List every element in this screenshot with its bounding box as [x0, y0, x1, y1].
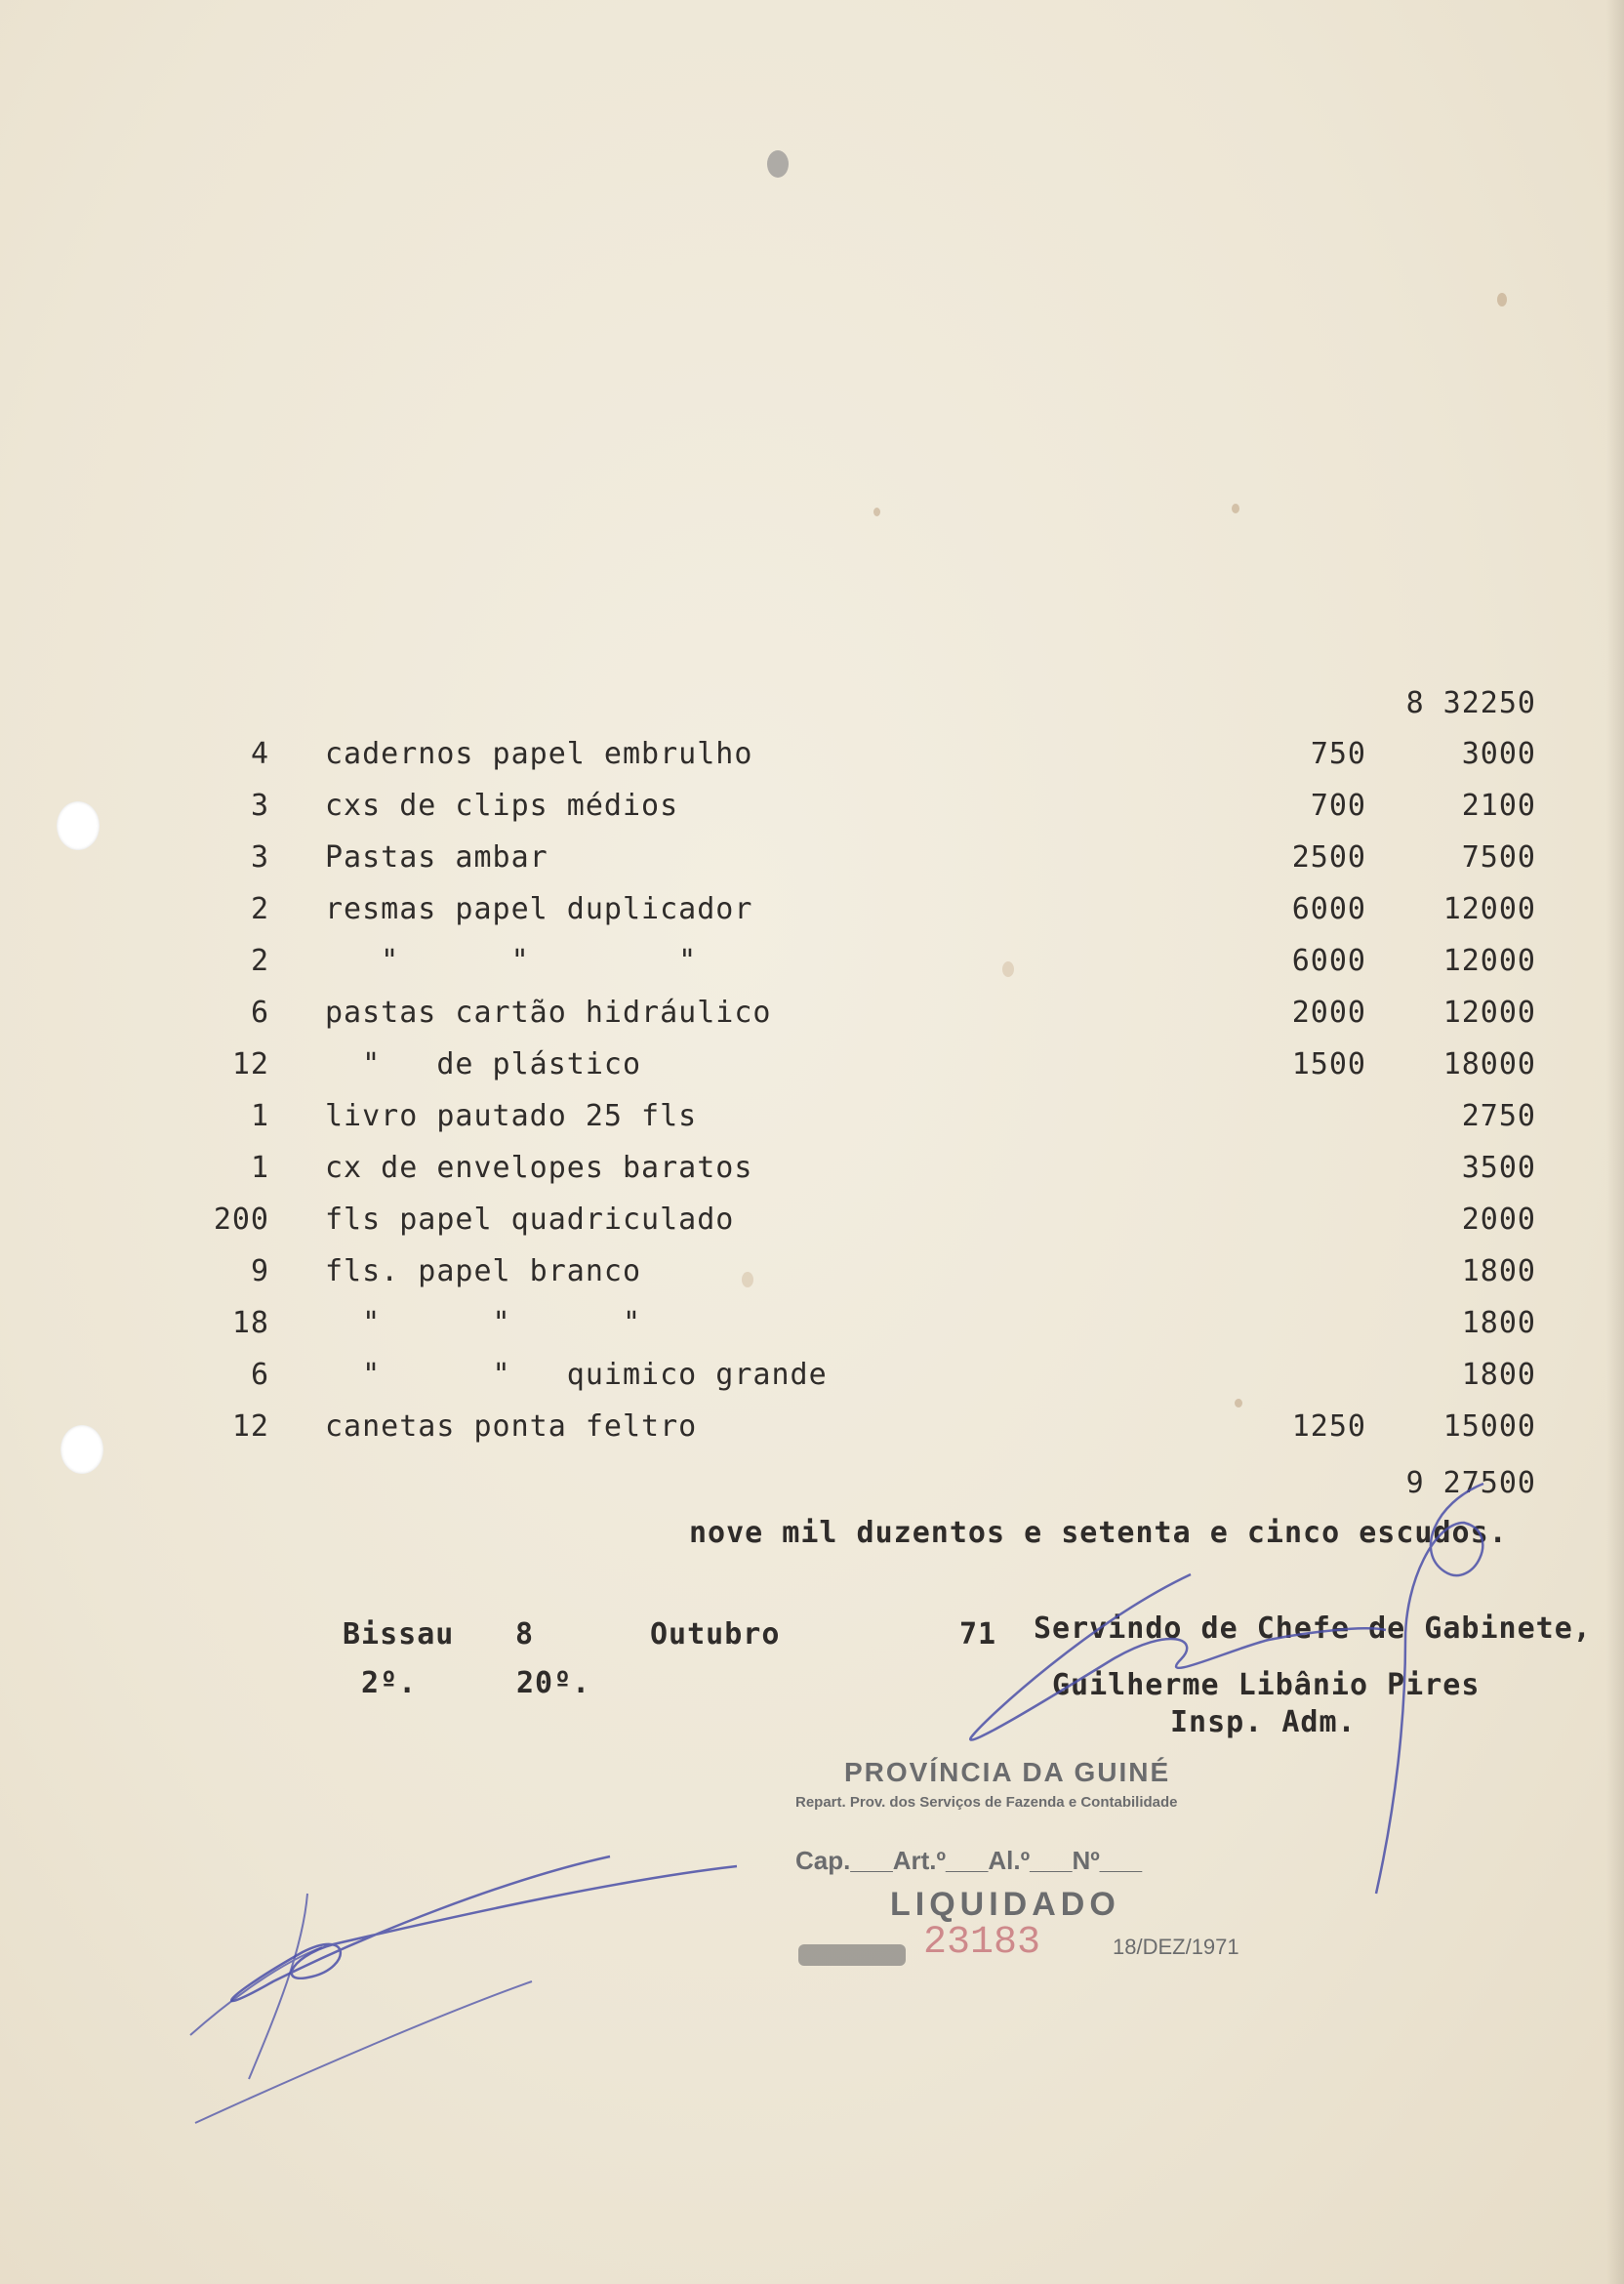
item-description: " " "	[325, 944, 698, 978]
signature-chief-loop	[1376, 1484, 1483, 1894]
item-qty: 18	[231, 1306, 269, 1340]
date-month: Outubro	[650, 1617, 781, 1652]
item-total: 15000	[1442, 1409, 1536, 1444]
item-total: 1800	[1461, 1254, 1536, 1288]
stamp-province: PROVÍNCIA DA GUINÉ	[844, 1757, 1171, 1787]
item-unit-price: 2500	[1291, 840, 1366, 875]
item-total: 3000	[1461, 737, 1536, 771]
item-qty: 2	[250, 892, 269, 926]
signature-lower-stroke	[190, 1894, 532, 2123]
item-total: 3500	[1461, 1151, 1536, 1185]
item-total: 12000	[1442, 944, 1536, 978]
item-total: 1800	[1461, 1358, 1536, 1392]
item-description: " " "	[325, 1306, 642, 1340]
total-in-words: nove mil duzentos e setenta e cinco escudos.	[689, 1516, 1508, 1550]
item-unit-price: 750	[1310, 737, 1366, 771]
reference-a: 2º.	[361, 1666, 418, 1700]
signatory-role: Servindo de Chefe de Gabinete,	[1034, 1611, 1592, 1646]
stamp-number: 23183	[923, 1921, 1041, 1965]
date-day: 8	[515, 1617, 535, 1652]
item-description: cxs de clips médios	[325, 789, 679, 823]
stamp-liquidado: LIQUIDADO	[890, 1886, 1120, 1923]
item-total: 2750	[1461, 1099, 1536, 1133]
item-total: 2100	[1461, 789, 1536, 823]
item-qty: 4	[250, 737, 269, 771]
item-qty: 1	[250, 1151, 269, 1185]
item-total: 12000	[1442, 892, 1536, 926]
grand-total: 9 27500	[1405, 1466, 1536, 1500]
item-qty: 3	[250, 789, 269, 823]
item-unit-price: 700	[1310, 789, 1366, 823]
signature-lower	[231, 1856, 737, 2001]
signatory-title: Insp. Adm.	[1170, 1705, 1357, 1739]
item-total: 2000	[1461, 1203, 1536, 1237]
item-unit-price: 6000	[1291, 944, 1366, 978]
stamp-date: 18/DEZ/1971	[1113, 1935, 1239, 1959]
item-qty: 200	[213, 1203, 269, 1237]
carried-forward-total: 8 32250	[1405, 686, 1536, 720]
item-description: livro pautado 25 fls	[325, 1099, 698, 1133]
date-year: 71	[959, 1617, 997, 1652]
stamp-department: Repart. Prov. dos Serviços de Fazenda e Contabilidade	[795, 1794, 1178, 1811]
item-description: " " quimico grande	[325, 1358, 828, 1392]
item-description: resmas papel duplicador	[325, 892, 753, 926]
item-description: cadernos papel embrulho	[325, 737, 753, 771]
item-description: canetas ponta feltro	[325, 1409, 698, 1444]
item-qty: 3	[250, 840, 269, 875]
item-unit-price: 1250	[1291, 1409, 1366, 1444]
item-qty: 9	[250, 1254, 269, 1288]
item-qty: 6	[250, 1358, 269, 1392]
item-qty: 2	[250, 944, 269, 978]
item-unit-price: 6000	[1291, 892, 1366, 926]
signature-chief	[970, 1574, 1386, 1740]
item-total: 18000	[1442, 1047, 1536, 1081]
item-description: " de plástico	[325, 1047, 642, 1081]
reference-b: 20º.	[516, 1666, 591, 1700]
stamp-fields: Cap.___Art.º___Al.º___Nº___	[795, 1846, 1143, 1875]
item-total: 1800	[1461, 1306, 1536, 1340]
item-qty: 12	[231, 1047, 269, 1081]
item-description: pastas cartão hidráulico	[325, 996, 772, 1030]
item-qty: 12	[231, 1409, 269, 1444]
item-qty: 6	[250, 996, 269, 1030]
place: Bissau	[343, 1617, 455, 1652]
signatory-name: Guilherme Libânio Pires	[1052, 1668, 1481, 1702]
item-description: fls papel quadriculado	[325, 1203, 735, 1237]
item-total: 12000	[1442, 996, 1536, 1030]
item-unit-price: 2000	[1291, 996, 1366, 1030]
item-unit-price: 1500	[1291, 1047, 1366, 1081]
item-qty: 1	[250, 1099, 269, 1133]
item-total: 7500	[1461, 840, 1536, 875]
item-description: fls. papel branco	[325, 1254, 642, 1288]
item-description: Pastas ambar	[325, 840, 548, 875]
item-description: cx de envelopes baratos	[325, 1151, 753, 1185]
